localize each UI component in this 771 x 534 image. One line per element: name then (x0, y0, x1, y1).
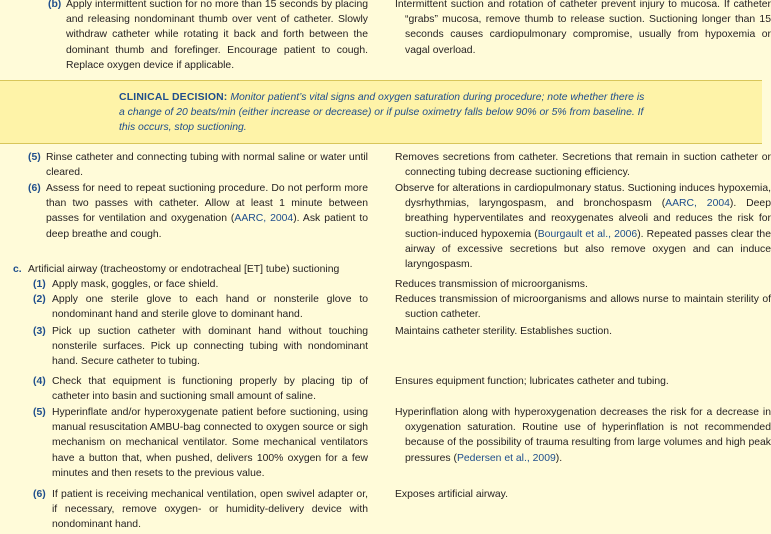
step-text: Hyperinflate and/or hyperoxygenate patient before suctioning, using manual resuscitation AMBU-bag connected to oxygen source or sigh mechanism on mechanical ventilator. Some mechanical ventilators have a button that, when pushed, delivers 100% oxygen for a few minutes and then resets to the previous value. (52, 407, 368, 479)
rationale-part: ). Deep breathing hyperventilates and reoxygenates alveoli and reduces the risk for suction-induced hypoxemia ( (405, 198, 771, 240)
step-rationale (395, 405, 771, 466)
step-text: Apply one sterile glove to each hand or nonsterile glove to nondominant hand and sterile glove to dominant hand. (52, 294, 368, 321)
step-rationale (395, 181, 771, 272)
rationale-part: ). Repeated passes clear the airway of excessive secretions but also remove oxygen and can induce laryngospasm. (405, 228, 771, 271)
clinical-decision-label: CLINICAL DECISION: (119, 92, 228, 103)
step-rationale: Exposes artificial airway. (395, 489, 508, 500)
citation-link[interactable]: Bourgault et al., 2006 (537, 228, 638, 240)
step-rationale: Reduces transmission of microorganisms. (395, 279, 588, 290)
step-text: Apply mask, goggles, or face shield. (52, 279, 219, 290)
step-rationale: Removes secretions from catheter. Secretions that remain in suction catheter or connecting tubing decrease suctioning efficiency. (395, 152, 771, 179)
step-rationale: Intermittent suction and rotation of catheter prevent injury to mucosa. If catheter “grabs” mucosa, remove thumb to release suction. Suctioning longer than 15 seconds causes cardiopulmonary compromise, usually from hypoxemia or vagal overload. (395, 0, 771, 56)
step-number: (6) (33, 489, 46, 500)
step-rationale: Reduces transmission of microorganisms and allows nurse to maintain sterility of suction catheter. (395, 294, 771, 321)
citation-link[interactable]: AARC, 2004 (234, 213, 294, 225)
step-number: (5) (28, 152, 41, 163)
step-text: Apply intermittent suction for no more than 15 seconds by placing and releasing nondominant thumb over vent of catheter. Slowly withdraw catheter while rotating it back and forth between the dominant thumb and forefinger. Encourage patient to cough. Replace oxygen device if applicable. (66, 0, 368, 71)
citation-link[interactable]: AARC, 2004 (665, 198, 730, 210)
step-text-part: Assess for need to repeat suctioning procedure. Do not perform more than two passes with catheter. Allow at least 1 minute between passes for ventilation and oxygenation ( (46, 183, 368, 225)
step-text: Rinse catheter and connecting tubing with normal saline or water until cleared. (46, 152, 368, 179)
rationale-part: ). (555, 452, 563, 464)
step-text (46, 181, 368, 242)
clinical-decision-body: Monitor patient’s vital signs and oxygen saturation during procedure; note whether there is a change of 20 beats/min (either increase or decrease) or if pulse oximetry falls below 90% or 5% from baseline. If this occurs, stop suctioning. (119, 92, 645, 134)
step-number: (5) (33, 407, 46, 418)
step-number: (2) (33, 294, 46, 305)
step-rationale: Maintains catheter sterility. Establishes suction. (395, 326, 612, 337)
step-number: (3) (33, 326, 46, 337)
citation-link[interactable]: Pedersen et al., 2009 (456, 452, 556, 464)
section-letter: c. (13, 264, 22, 275)
clinical-decision-text (119, 90, 649, 136)
rationale-part: Hyperinflation along with hyperoxygenation decreases the risk for a decrease in oxygenation saturation. Routine use of hyperinflation is not recommended because of the possibility of trauma resulting from large volumes and high peak pressures ( (395, 407, 771, 464)
step-number: (1) (33, 279, 46, 290)
clinical-decision-box (0, 80, 762, 144)
step-text: Pick up suction catheter with dominant hand without touching nonsterile surfaces. Pick up connecting tubing with nondominant hand. Secure catheter to tubing. (52, 326, 368, 368)
section-heading: Artificial airway (tracheostomy or endotracheal [ET] tube) suctioning (28, 264, 340, 275)
step-text-part: ). Ask patient to deep breathe and cough. (46, 213, 369, 240)
step-rationale: Ensures equipment function; lubricates catheter and tubing. (395, 376, 669, 387)
step-text: Check that equipment is functioning properly by placing tip of catheter into basin and suctioning small amount of saline. (52, 376, 368, 403)
step-number: (6) (28, 183, 41, 194)
step-text: If patient is receiving mechanical ventilation, open swivel adapter or, if necessary, remove oxygen- or humidity-delivery device with nondominant hand. (52, 489, 368, 531)
rationale-part: Observe for alterations in cardiopulmonary status. Suctioning induces hypoxemia, dysrhythmias, laryngospasm, and bronchospasm ( (395, 183, 771, 210)
step-number: (4) (33, 376, 46, 387)
step-number: (b) (48, 0, 62, 10)
